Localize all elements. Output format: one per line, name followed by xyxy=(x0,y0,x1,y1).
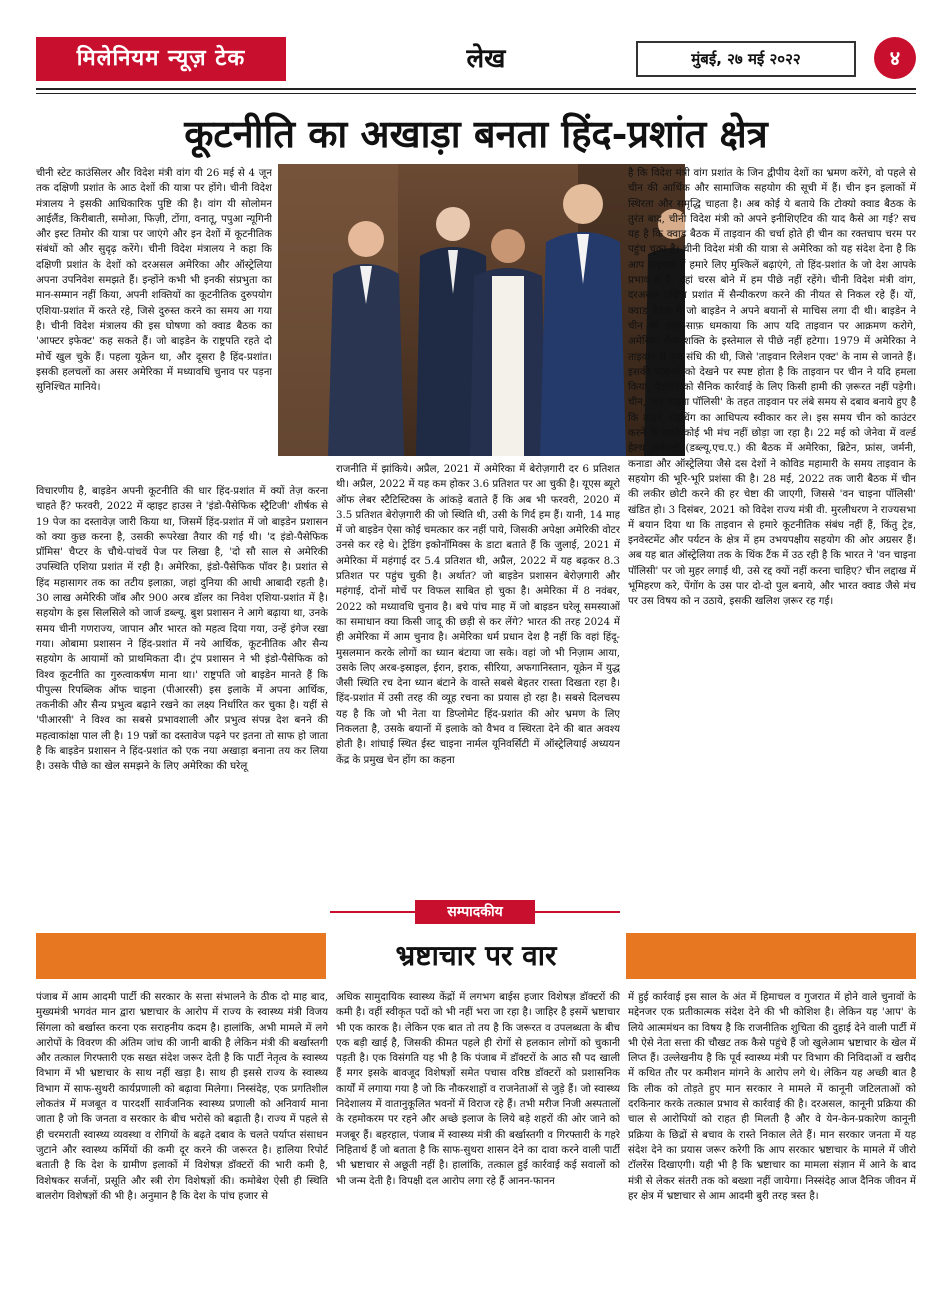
editorial-headline: भ्रष्टाचार पर वार xyxy=(395,939,557,972)
editorial-column-1: पंजाब में आम आदमी पार्टी की सरकार के सत्ता संभालने के ठीक दो माह बाद, मुख्यमंत्री भगवंत मान द्वारा भ्रष्टाचार के आरोप में राज्य के स्वास्थ्य मंत्री विजय सिंगला को बर्खास्त करना एक सराहनीय कदम है। हालांकि, अभी मामले में लगे आरोपों के विवरण की अंतिम जांच की जानी बाकी है लेकिन मंत्री की बर्खास्तगी और तत्काल गिरफ्तारी एक सख्त संदेश जरूर देती है कि पार्टी नेतृत्व के स्वास्थ्य विभाग में भी भ्रष्टाचार के साथ नहीं खड़ा है। साथ ही इससे राज्य के स्वास्थ्य विभाग में साफ-सुथरी कार्यप्रणाली को बढ़ावा मिलेगा। निस्संदेह, एक प्रगतिशील लोकतंत्र में मजबूत व पारदर्शी सार्वजनिक स्वास्थ्य प्रणाली को अनिवार्य माना जाता है जो कि जनता व सरकार के बीच भरोसे को बढ़ाती है। राज्य में पहले से ही चरमराती स्वास्थ्य व्यवस्था व रोगियों के बढ़ते दबाव के चलते पर्याप्त संसाधन जुटाने और स्वास्थ्य कर्मियों की कमी दूर करने की जरूरत है। हालिया रिपोर्ट बताती है कि देश के ग्रामीण इलाकों में विशेषज्ञ डॉक्टरों की भारी कमी है, विशेषकर सर्जनों, प्रसूति और स्त्री रोग विशेषज्ञों की। कमोबेश ऐसी ही स्थिति बालरोग विशेषज्ञों की भी है। अनुमान है कि देश के पांच हजार से xyxy=(36,992,328,1202)
article-column-2: राजनीति में झांकिये। अप्रैल, 2021 में अमेरिका में बेरोज़गारी दर 6 प्रतिशत थी। अप्रैल, 2022 में यह कम होकर 3.6 प्रतिशत पर आ चुकी है। यूएस ब्यूरो ऑफ लेबर स्टैटिस्टिक्स के आंकड़े बताते हैं कि अब भी फरवरी, 2020 में 3.5 प्रतिशत बेरोज़गारी की जो स्थिति थी, उसी के गिर्द हम हैं। यानी, 14 माह में जो बाइडेन ऐसा कोई चमत्कार कर नहीं पाये, जिसकी अपेक्षा अमेरिकी वोटर उनसे कर रहे थे। ट्रेडिंग इकोनॉमिक्स के डाटा बताते हैं कि जुलाई, 2021 में अमेरिका में महंगाई दर 5.4 प्रतिशत थी, अप्रैल, 2022 में यह बढ़कर 8.3 प्रतिशत पर पहुंच चुकी है। अर्थात? जो बाइडेन प्रशासन बेरोज़गारी और महंगाई, दोनों मोर्चे पर विफल साबित हो चुका है। अमेरिका में 8 नवंबर, 2022 को मध्यावधि चुनाव है। बचे पांच माह में जो बाइडन घरेलू समस्याओं का समाधान क्या किसी जादू की छड़ी से कर लेंगे? भारत की तरह 2024 में ही अमेरिका में आम चुनाव है। अमेरिका धर्म प्रधान देश है नहीं कि वहां हिंदू-मुसलमान करके लोगों का ध्यान बंटाया जा सके। वहां जो भी निज़ाम आया, उसके लिए अरब-इस्राइल, ईरान, इराक, सीरिया, अफगानिस्तान, यूक्रेन में युद्ध जैसी स्थिति रच देना ध्यान बंटाने के वास्ते सबसे बेहतर रास्ता दिखता रहा है। हिंद-प्रशांत में उसी तरह की व्यूह रचना का प्रयास हो रहा है। सबसे दिलचस्प यह है कि जो भी नेता या डिप्लोमेट हिंद-प्रशांत की ओर भ्रमण के लिए निकलता है, उसके बयानों में इलाके को वैभव व स्थिरता देने की बात अवश्य होती है। शांघाई स्थित ईस्ट चाइना नार्मल यूनिवर्सिटी में ऑस्ट्रेलियाई अध्ययन केंद्र के प्रमुख चेन होंग का कहना xyxy=(336,464,620,766)
dateline: मुंबई, २७ मई २०२२ xyxy=(636,41,856,77)
article-column-1-bottom: विचारणीय है, बाइडेन अपनी कूटनीति की धार हिंद-प्रशांत में क्यों तेज़ करना चाहते हैं? फरवरी, 2022 में व्हाइट हाउस ने 'इंडो-पैसेफिक स्ट्रैटिजी' शीर्षक से 19 पेज का दस्तावेज़ जारी किया था, जिसमें हिंद-प्रशांत में जो बाइडेन प्रशासन को क्या कुछ करना है, उसकी रूपरेखा तैयार की गई थी। 'द इंडो-पैसेफिक प्रॉमिस' चैप्टर के चौथे-पांचवें पेज पर लिखा है, 'दो सौ साल से अमेरिकी उपस्थिति एशिया प्रशांत में रही है। अमेरिका, इंडो-पैसेफिक पॉवर है। प्रशांत से हिंद महासागर तक का तटीय इलाक़ा, जहां दुनिया की आधी आबादी रहती है। 30 लाख अमेरिकी जॉब और 900 अरब डॉलर का निवेश एशिया-प्रशांत में है। सहयोग के इस सिलसिले को जार्ज डब्ल्यू. बुश प्रशासन ने आगे बढ़ाया था, उनके समय चीनी गणराज्य, जापान और भारत को महत्व दिया गया, उन्हें इंगेज रखा गया। ओबामा प्रशासन ने हिंद-प्रशांत में नये आर्थिक, कूटनीतिक और सैन्य सहयोग के आयामों को प्राथमिकता दी। ट्रंप प्रशासन ने भी इंडो-पैसेफिक को विश्व कूटनीति का गुरुत्वाकर्षण माना था।' राष्ट्रपति जो बाइडेन मानते हैं कि पीपुल्स रिपब्लिक ऑफ चाइना (पीआरसी) इस इलाके में अपना आर्थिक, तकनीकी और सैन्य प्रभुत्व बढ़ाने रखने का लक्ष्य निर्धारित कर चुका है। यहीं से 'पीआरसी' ने विश्व का सबसे प्रभावशाली और प्रभुत्व संपन्न देश बनने की महत्वाकांक्षा पाल ली है। 19 पन्नों का दस्तावेज पढ़ने पर इतना तो साफ हो जाता है कि बाइडेन प्रशासन ने हिंद-प्रशांत को एक नया अखाड़ा बनाना तय कर लिया है। उसके पीछे का खेल समझने के लिए अमेरिका की घरेलू xyxy=(36,486,328,773)
editorial-band-left xyxy=(36,933,326,979)
masthead-divider-thin xyxy=(36,93,916,94)
masthead-divider xyxy=(36,88,916,90)
editorial-band-right xyxy=(626,933,916,979)
article-column-3: है कि विदेश मंत्री वांग प्रशांत के जिन द्वीपीय देशों का भ्रमण करेंगे, वो पहले से चीन की आर्थिक और सामाजिक सहयोग की सूची में हैं। चीन इन इलाकों में स्थिरता और समृद्धि चाहता है। अब कोई ये बताये कि टोक्यो क्वाड बैठक के तुरंत बाद, चीनी विदेश मंत्री को अपने इनीशिएटिव की याद कैसे आ गई? सच यह है कि क्वाड बैठक में ताइवान की चर्चा होते ही चीन का रक्तचाप चरम पर पहुंच चुका है। चीनी विदेश मंत्री की यात्रा से अमेरिका को यह संदेश देना है कि आप ताइवान में हमारे लिए मुश्किलें बढ़ाएंगे, तो हिंद-प्रशांत के जो देश आपके प्रभाव में हैं, वहां चरस बोने में हम पीछे नहीं रहेंगे। चीनी विदेश मंत्री वांग, दरअसल दक्षिण प्रशांत में सैन्यीकरण करने की नीयत से निकल रहे हैं। यों, क्वाड बैठक में जो बाइडेन ने अपने बयानों से माचिस लगा दी थी। बाइडेन ने चीन को साफ़-साफ़ धमकाया कि आप यदि ताइवान पर आक्रमण करोगे, अमेरिका सैन्य शक्ति के इस्तेमाल से पीछे नहीं हटेगा। 1979 में अमेरिका ने ताइवान से एक संधि की थी, जिसे 'ताइवान रिलेशन एक्ट' के नाम से जानते हैं। इसकी धाराओं को देखने पर स्पष्ट होता है कि ताइवान पर चीन ने यदि हमला किया, पेंटागन को सैनिक कार्रवाई के लिए किसी हामी की ज़रूरत नहीं पड़ेगी। चीन, 'वन चाइना पॉलिसी' के तहत ताइवान पर लंबे समय से दबाव बनाये हुए है कि ताइपे, पेइचिंग का आधिपत्य स्वीकार कर ले। इस समय चीन को काउंटर करने के वास्ते कोई भी मंच नहीं छोड़ा जा रहा है। 22 मई को जेनेवा में वर्ल्ड हेल्थ असेंबली (डब्ल्यू.एच.ए.) की बैठक में अमेरिका, ब्रिटेन, फ्रांस, जर्मनी, कनाडा और ऑस्ट्रेलिया जैसे दस देशों ने कोविड महामारी के समय ताइवान के सहयोग की भूरि-भूरि प्रशंसा की है। 28 मई, 2022 तक जारी बैठक में चीन की लकीर छोटी करने की हर चेष्टा की जाएगी, जिससे 'वन चाइना पॉलिसी' खंडित हो। 3 दिसंबर, 2021 को विदेश राज्य मंत्री वी. मुरलीधरण ने राज्यसभा में बयान दिया था कि ताइवान से हमारे कूटनीतिक संबंध नहीं हैं, किंतु ट्रेड, इनवेस्टमेंट और पर्यटन के क्षेत्र में हम उभयपक्षीय सहयोग की ओर अग्रसर हैं। अब यह बात ऑस्ट्रेलिया तक के थिंक टैंक में उठ रही है कि भारत ने 'वन चाइना पॉलिसी' पर जो मुहर लगाई थी, उसे रद्द क्यों नहीं करना चाहिए? चीन लद्दाख में भूमिहरण करे, पेंगोंग के उस पार दो-दो पुल बनाये, और भारत क्वाड जैसे मंच पर उस विषय को न उठाये, इसकी खलिश ज़रूर रह गई। xyxy=(628,168,916,608)
article-headline: कूटनीति का अखाड़ा बनता हिंद-प्रशांत क्षेत्र xyxy=(184,111,768,156)
masthead xyxy=(36,37,916,81)
article-column-1-top: चीनी स्टेट काउंसिलर और विदेश मंत्री वांग यी 26 मई से 4 जून तक दक्षिणी प्रशांत के आठ देशों की यात्रा पर होंगे। चीनी विदेश मंत्रालय ने इसकी आधिकारिक पुष्टि की है। वांग यी सोलोमन आईलैंड, किरीबाती, समोआ, फिज़ी, टोंगा, वनातू, पपुआ न्यूगिनी और इस्ट तिमोर की यात्रा पर जाएंगे और इन देशों में कूटनीतिक संबंधों को और सुदृढ़ करेंगे। चीनी विदेश मंत्रालय ने कहा कि दक्षिणी प्रशांत के देशों को दरअसल अमेरिका और ऑस्ट्रेलिया अपना उपनिवेश समझते हैं। इन्होंने कभी भी इनकी संप्रभुता का मान-सम्मान नहीं किया, अपनी शक्तियों का कूटनीतिक दुरुपयोग एशिया-प्रशांत में करते रहे, जिसे दुरुस्त करने का समय आ गया है। चीनी विदेश मंत्रालय की इस घोषणा को क्वाड बैठक का 'आफ्टर इफेक्ट' कह सकते हैं। जो बाइडेन के राष्ट्रपति रहते दो मोर्चे खुल चुके हैं। पहला यूक्रेन था, और दूसरा है हिंद-प्रशांत। इसकी हलचलों का असर अमेरिका में मध्यावधि चुनाव पर पड़ना सुनिश्चित मानिये। xyxy=(36,168,272,394)
editorial-column-2: अधिक सामुदायिक स्वास्थ्य केंद्रों में लगभग बाईस हजार विशेषज्ञ डॉक्टरों की कमी है। वहीं स्वीकृत पदों को भी नहीं भरा जा रहा है। जाहिर है इसमें भ्रष्टाचार भी एक कारक है। लेकिन एक बात तो तय है कि जरूरत व उपलब्धता के बीच एक बड़ी खाई है, जिसकी कीमत पहले ही रोगों से हलकान लोगों को चुकानी पड़ती है। एक विसंगति यह भी है कि पंजाब में डॉक्टरों के आठ सौ पद खाली हैं मगर इसके बावजूद विशेषज्ञों समेत पचास वरिष्ठ डॉक्टरों को प्रशासनिक कार्यों में लगाया गया है जो कि नौकरशाहों व राजनेताओं से जुड़े हैं। जो स्वास्थ्य निदेशालय में वातानुकूलित भवनों में विराज रहे हैं। तभी मरीज निजी अस्पतालों के रहमोकरम पर रहने और अच्छे इलाज के लिये बड़े शहरों की ओर जाने को मजबूर हैं। बहरहाल, पंजाब में स्वास्थ्य मंत्री की बर्खास्तगी व गिरफ्तारी के गहरे निहितार्थ हैं जो बताता है कि साफ-सुथरा शासन देने का दावा करने वाली पार्टी भी भ्रष्टाचार से अछूती नहीं है। हालांकि, तत्काल हुई कार्रवाई कई सवालों को भी जन्म देती है। विपक्षी दल आरोप लगा रहे हैं आनन-फानन xyxy=(336,992,620,1187)
section-title: लेख xyxy=(466,44,506,74)
editorial-label: सम्पादकीय xyxy=(415,900,535,924)
leaders-photo-illustration xyxy=(278,164,685,456)
editorial-header xyxy=(36,933,916,979)
article-photo xyxy=(278,164,685,456)
newspaper-name: मिलेनियम न्यूज़ टेक xyxy=(36,37,286,81)
page-number-badge: ४ xyxy=(874,37,916,79)
editorial-column-3: में हुई कार्रवाई इस साल के अंत में हिमाचल व गुजरात में होने वाले चुनावों के मद्देनजर एक प्रतीकात्मक संदेश देने की भी कोशिश है। लेकिन यह 'आप' के लिये आत्ममंथन का विषय है कि राजनीतिक शुचिता की दुहाई देने वाली पार्टी में भी ऐसे नेता सत्ता की चौखट तक कैसे पहुंचे हैं जो खुलेआम भ्रष्टाचार के खेल में लिप्त हैं। उल्लेखनीय है कि पूर्व स्वास्थ्य मंत्री पर विभाग की निविदाओं व खरीद में कथित तौर पर कमीशन मांगने के आरोप लगे थे। लेकिन यह अच्छी बात है कि लीक को तोड़ते हुए मान सरकार ने मामले में कानूनी जटिलताओं को दरकिनार करके तत्काल प्रभाव से कार्रवाई की है। दरअसल, कानूनी प्रक्रिया की चाल से आरोपियों को राहत ही मिलती है और वे येन-केन-प्रकारेण कानूनी प्रक्रिया के छिद्रों से बचाव के रास्ते निकाल लेते हैं। मान सरकार जनता में यह संदेश देने का प्रयास जरूर करेगी कि आप सरकार भ्रष्टाचार के मामले में जीरो टॉलरेंस दिखाएगी। यही भी है कि भ्रष्टाचार का मामला संज्ञान में आने के बाद मंत्री से लेकर संतरी तक को बख्शा नहीं जायेगा। निस्संदेह आज दैनिक जीवन में हर क्षेत्र में भ्रष्टाचार से आम आदमी बुरी तरह त्रस्त है। xyxy=(628,992,916,1202)
